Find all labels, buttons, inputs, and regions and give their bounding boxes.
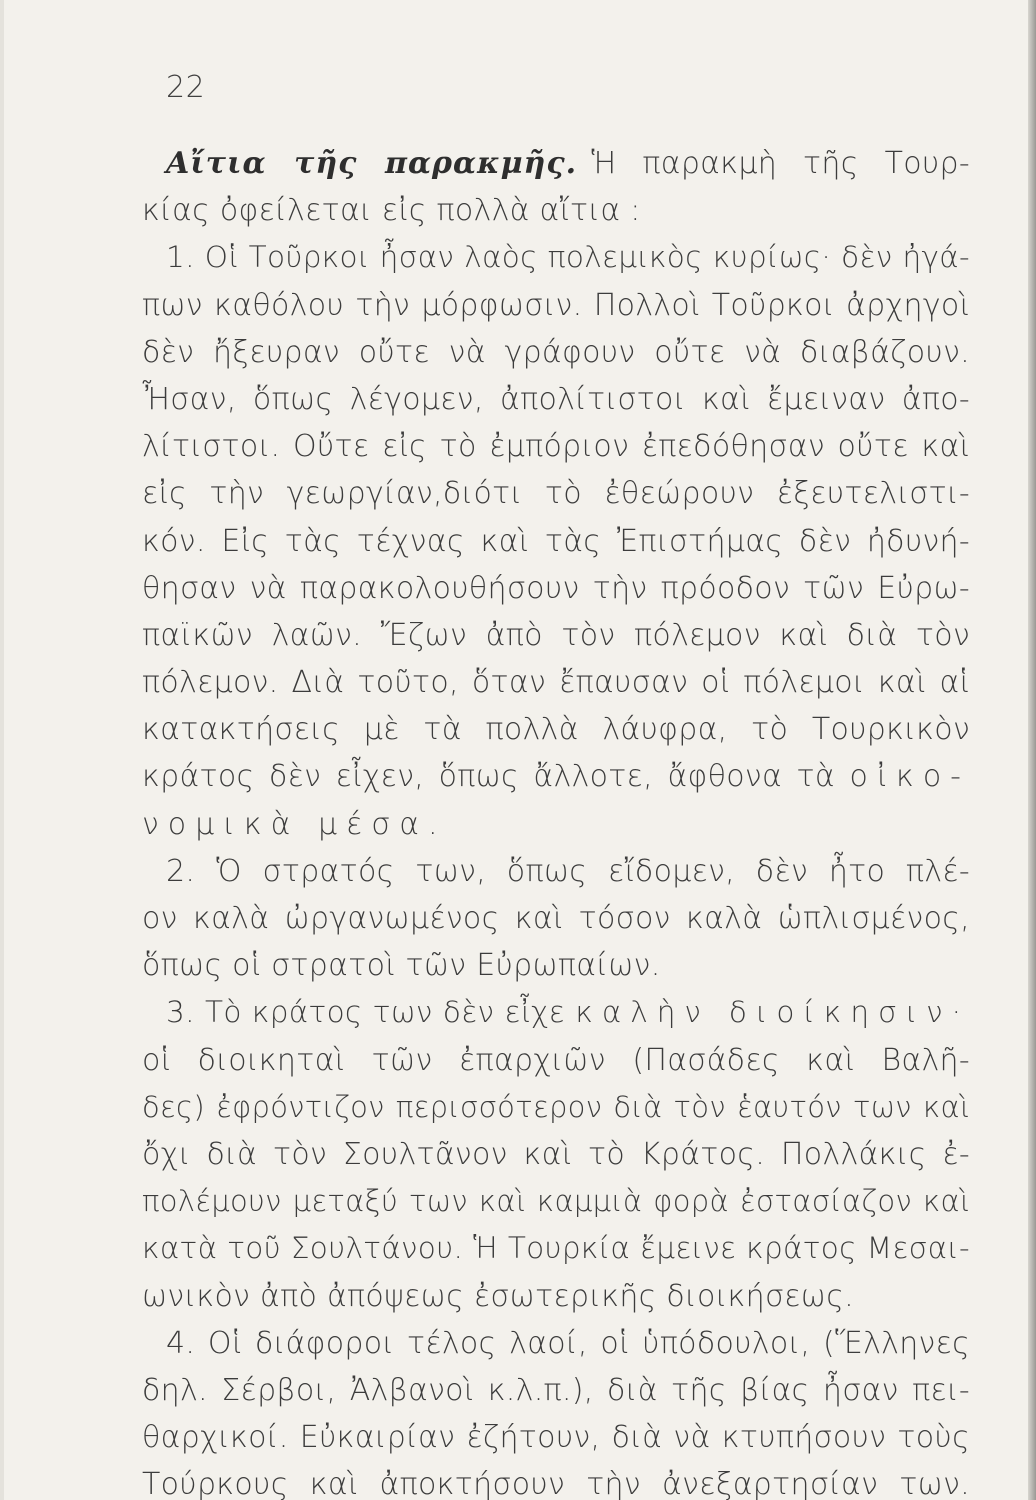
page-number: 22: [166, 70, 206, 105]
text-line: θαρχικοί. Εὐκαιρίαν ἐζήτουν, διὰ νὰ κτυπήσουν τοὺς: [142, 1420, 970, 1456]
text-line: δὲν ἤξευραν οὔτε νὰ γράφουν οὔτε νὰ διαβάζουν.: [142, 334, 970, 370]
section-heading: Αἴτια τῆς παρακμῆς.: [166, 146, 578, 181]
emphasized-text: οἰκο-: [849, 759, 970, 795]
text-line: κόν. Εἰς τὰς τέχνας καὶ τὰς Ἐπιστήμας δὲν ἠδυνή-: [142, 523, 970, 559]
text-line: 1. Οἱ Τοῦρκοι ἦσαν λαὸς πολεμικὸς κυρίως· δὲν ἠγά-: [166, 240, 970, 275]
text-line: δηλ. Σέρβοι, Ἀλβανοὶ κ.λ.π.), διὰ τῆς βίας ἦσαν πει-: [142, 1372, 970, 1408]
scan-left-edge: [0, 0, 4, 1500]
text-line: ὄχι διὰ τὸν Σουλτᾶνον καὶ τὸ Κράτος. Πολλάκις ἐ-: [142, 1136, 970, 1172]
emphasized-text: καλὴν διοίκησιν·: [575, 995, 970, 1030]
text-line: κίας ὀφείλεται εἰς πολλὰ αἴτια :: [142, 193, 641, 229]
text-line: θησαν νὰ παρακολουθήσουν τὴν πρόοδον τῶν Εὐρω-: [142, 570, 970, 606]
text-line: παϊκῶν λαῶν. Ἔζων ἀπὸ τὸν πόλεμον καὶ διὰ τὸν: [142, 617, 970, 653]
text-line: κατὰ τοῦ Σουλτάνου. Ἡ Τουρκία ἔμεινε κράτος Μεσαι-: [142, 1231, 970, 1266]
text-line: πων καθόλου τὴν μόρφωσιν. Πολλοὶ Τοῦρκοι ἀρχηγοὶ: [142, 287, 970, 323]
text-line: ον καλὰ ὠργανωμένος καὶ τόσον καλὰ ὡπλισμένος,: [142, 901, 970, 936]
text-line: 2. Ὁ στρατός των, ὅπως εἴδομεν, δὲν ἦτο πλέ-: [166, 853, 970, 889]
text-line: πολέμουν μεταξύ των καὶ καμμιὰ φορὰ ἐστασίαζον καὶ: [142, 1184, 970, 1219]
text-line: 4. Οἱ διάφοροι τέλος λαοί, οἱ ὑπόδουλοι, (Ἕλληνες: [166, 1325, 970, 1361]
text-line: ὅπως οἱ στρατοὶ τῶν Εὐρωπαίων.: [142, 948, 661, 984]
text-line-content: Ἡ παρακμὴ τῆς Τουρ-: [591, 146, 971, 181]
text-line: Τούρκους καὶ ἀποκτήσουν τὴν ἀνεξαρτησίαν των.: [142, 1467, 970, 1500]
text-line: Ἦσαν, ὅπως λέγομεν, ἀπολίτιστοι καὶ ἔμειναν ἀπο-: [142, 381, 970, 417]
emphasized-text-line: νομικὰ μέσα.: [142, 806, 447, 842]
text-line-content: κράτος δὲν εἶχεν, ὅπως ἄλλοτε, ἄφθονα τὰ: [142, 759, 835, 795]
text-line: εἰς τὴν γεωργίαν,διότι τὸ ἐθεώρουν ἐξευτελιστι-: [142, 476, 970, 512]
text-line: ωνικὸν ἀπὸ ἀπόψεως ἐσωτερικῆς διοικήσεως.: [142, 1278, 854, 1314]
text-line: οἱ διοικηταὶ τῶν ἐπαρχιῶν (Πασάδες καὶ Βαλῆ-: [142, 1042, 970, 1078]
text-line: λίτιστοι. Οὔτε εἰς τὸ ἐμπόριον ἐπεδόθησαν οὔτε καὶ: [142, 429, 970, 465]
text-line: [142, 753, 970, 800]
text-line: [142, 989, 970, 1036]
text-line: [142, 140, 970, 187]
text-line: κατακτήσεις μὲ τὰ πολλὰ λάυφρα, τὸ Τουρκικὸν: [142, 712, 970, 748]
text-line: δες) ἐφρόντιζον περισσότερον διὰ τὸν ἑαυτόν των καὶ: [142, 1089, 970, 1124]
text-line: πόλεμον. Διὰ τοῦτο, ὅταν ἔπαυσαν οἱ πόλεμοι καὶ αἱ: [142, 665, 970, 701]
scan-right-edge: [1028, 0, 1036, 1500]
body-text: [142, 140, 970, 1500]
text-line-content: 3. Τὸ κράτος των δὲν εἶχε: [166, 995, 566, 1030]
